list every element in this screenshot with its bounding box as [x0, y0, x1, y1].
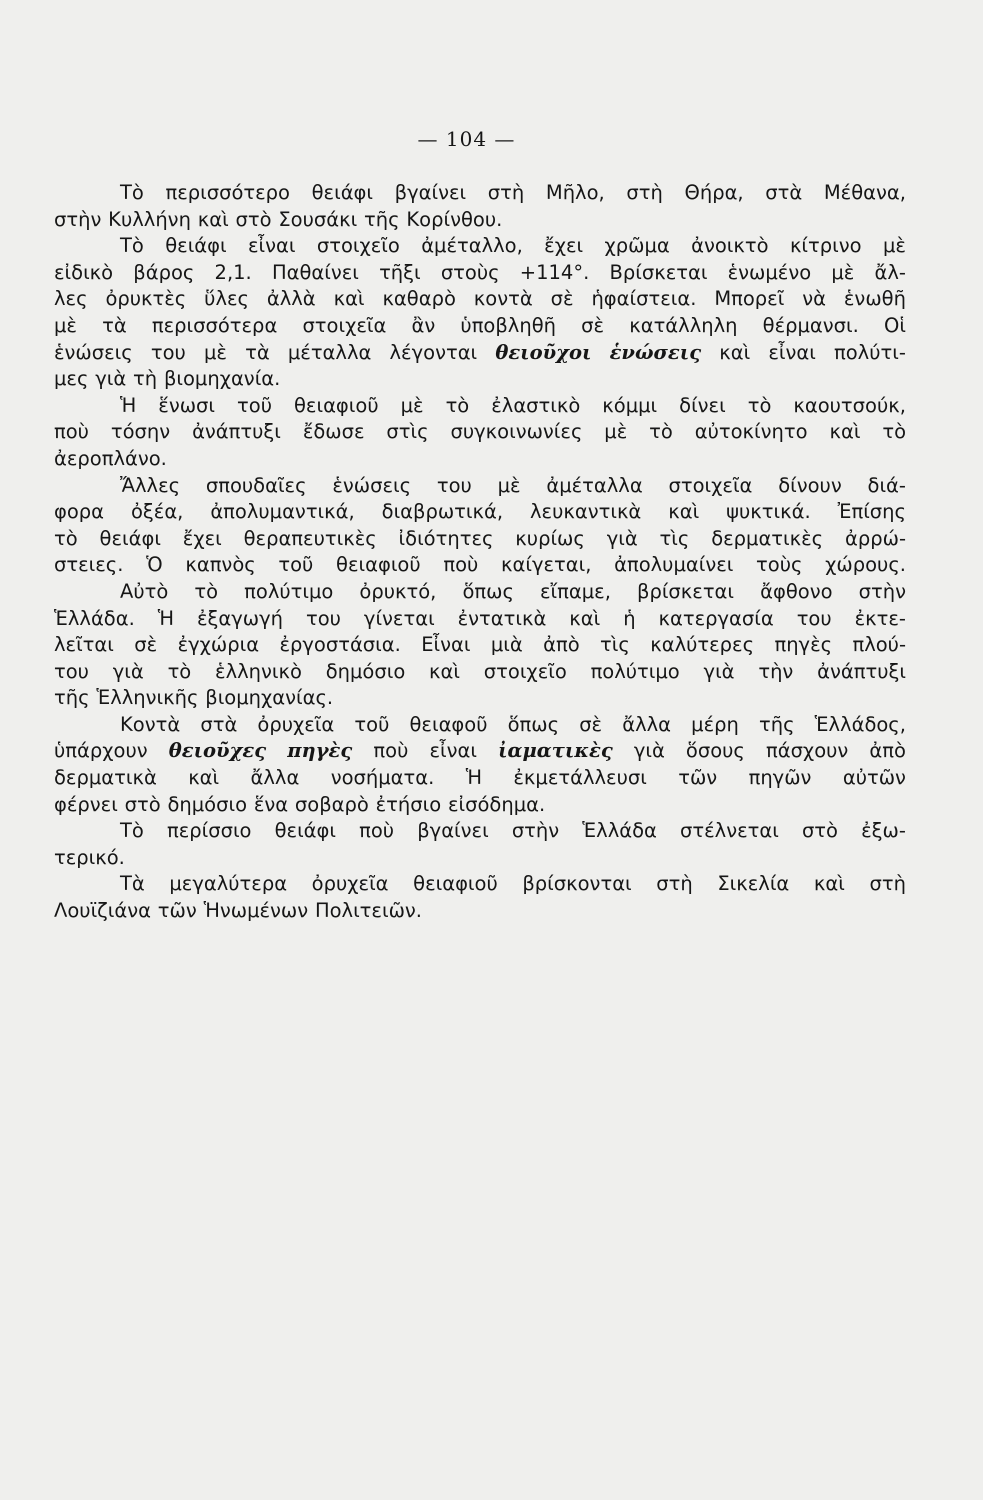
text-line	[54, 845, 906, 872]
page-number: — 104 —	[417, 127, 516, 151]
word: ὀρυχεῖα	[257, 712, 335, 736]
text-line	[54, 233, 906, 260]
word: πηγὲς	[774, 633, 833, 657]
word: Κορίνθου.	[406, 207, 503, 231]
word: τὰ	[102, 313, 127, 337]
word: ὅπως	[507, 712, 560, 736]
word: τὰ	[245, 340, 270, 364]
text-line	[54, 419, 906, 446]
word: θέρμανσι.	[762, 313, 859, 337]
word: περίσσιο	[166, 819, 252, 843]
word: μέταλλα	[287, 340, 372, 364]
word: τοῦ	[354, 712, 390, 736]
text-line	[54, 207, 906, 234]
emphasized-word: ἑνώσεις	[609, 340, 702, 364]
text-line	[54, 473, 906, 500]
emphasized-word: ἰαματικὲς	[498, 739, 613, 763]
word: +114°.	[519, 260, 590, 284]
word: σοβαρὸ	[294, 792, 369, 816]
word: τὸ	[882, 420, 906, 444]
word: αὐτῶν	[842, 766, 906, 790]
word: ἀνάπτυξι	[817, 659, 906, 683]
word: ἰδιότητες	[398, 526, 494, 550]
word: μὲ	[204, 340, 227, 364]
word: πολύτιμο	[244, 579, 334, 603]
word: πηγῶν	[748, 766, 812, 790]
word: θειαφιοῦ	[336, 553, 421, 577]
word: θειάφι	[99, 526, 161, 550]
word: διά-	[867, 473, 906, 497]
word: στειες.	[54, 553, 124, 577]
word: κίτρινο	[789, 234, 862, 258]
word: σὲ	[579, 712, 603, 736]
text-line	[54, 579, 906, 606]
word: τὸ	[445, 393, 470, 417]
word: θεραπευτικὲς	[243, 526, 377, 550]
word: Τὸ	[120, 181, 144, 204]
word: τὶς	[659, 526, 690, 550]
word: καὶ	[429, 659, 460, 683]
word: καλύτερες	[650, 633, 755, 657]
word: στοιχεῖο	[316, 234, 400, 258]
word: ἐντατικὰ	[457, 606, 547, 630]
word: ἑνώσεις	[54, 340, 133, 364]
word: βγαίνει	[417, 819, 489, 843]
word: καθαρὸ	[382, 287, 456, 311]
word: μὲ	[497, 473, 521, 497]
word: πολύτιμο	[590, 659, 680, 683]
word: στὴ	[626, 181, 663, 204]
word: γιὰ	[112, 659, 144, 683]
word: στοιχεῖο	[483, 659, 567, 683]
word: Εἶναι	[421, 633, 471, 657]
word: ἔχει	[182, 526, 222, 550]
word: φορα	[54, 500, 105, 524]
word: Ἐπίσης	[837, 500, 906, 524]
word: καὶ	[569, 606, 601, 630]
word: μὲ	[831, 260, 855, 284]
word: στὴν	[511, 819, 560, 843]
word: του	[305, 606, 341, 630]
word: καὶ	[668, 500, 700, 524]
word: Κυλλήνη	[108, 207, 191, 231]
word: ἄφθονο	[760, 579, 833, 603]
word: ἡφαίστεια.	[591, 287, 697, 311]
word: ὀρυκτὲς	[105, 287, 187, 311]
word: γιὰ	[95, 367, 127, 391]
word: τῆς	[54, 686, 90, 710]
word: εἰσόδημα.	[447, 792, 546, 816]
text-line	[54, 765, 906, 792]
word: Ἡ	[157, 606, 175, 630]
word: ἐργοστάσια.	[279, 633, 401, 657]
word: δημόσιο	[167, 792, 247, 816]
word: ἀρρώ-	[845, 526, 906, 550]
word: κυρίως	[515, 526, 585, 550]
word: γιὰ	[606, 526, 638, 550]
word: στὴ	[869, 872, 906, 896]
word: Ἄλλες	[120, 473, 181, 497]
word: ἀμέταλλο,	[421, 234, 523, 258]
text-line	[54, 871, 906, 898]
word: τὸ	[194, 579, 219, 603]
word: θειαφοῦ	[409, 712, 488, 736]
text-line	[54, 712, 906, 739]
word: γιὰ	[703, 659, 735, 683]
word: Ὁ	[146, 553, 163, 577]
word: ἐκτε-	[854, 606, 906, 630]
word: μιὰ	[490, 633, 523, 657]
word: βρίσκεται	[637, 579, 735, 603]
word: δερματικὲς	[711, 526, 824, 550]
word: Ἑλλάδα.	[54, 606, 135, 630]
word: στὴ	[656, 872, 693, 896]
word: ψυκτικά.	[726, 500, 811, 524]
word: ἀεροπλάνο.	[54, 446, 167, 470]
word: ἡ	[623, 606, 636, 630]
text-line	[54, 552, 906, 579]
word: στοιχεῖα	[668, 473, 753, 497]
word: βιομηχανίας.	[205, 686, 334, 710]
word: ὀρυχεῖα	[311, 872, 389, 896]
word: τῆξι	[379, 260, 421, 284]
word: στὶς	[386, 420, 429, 444]
word: ἐξω-	[861, 819, 906, 843]
word: ποὺ	[54, 420, 89, 444]
text-line	[54, 340, 906, 367]
emphasized-word: πηγὲς	[287, 739, 353, 763]
word: δίνει	[679, 393, 726, 417]
word: Ἑλλάδος,	[814, 712, 906, 736]
word: σπουδαῖες	[205, 473, 307, 497]
text-line	[54, 286, 906, 313]
word: στέλνεται	[680, 819, 779, 843]
word: βγαίνει	[394, 181, 467, 204]
word: στὸ	[124, 792, 161, 816]
word: Τὰ	[120, 872, 145, 896]
word: μέρη	[691, 712, 739, 736]
word: ἐτήσιο	[375, 792, 442, 816]
word: καίγεται,	[501, 553, 592, 577]
word: ἑνωθῆ	[843, 287, 906, 311]
word: σὲ	[550, 287, 574, 311]
word: εἴπαμε,	[540, 579, 611, 603]
word: στὰ	[200, 712, 238, 736]
word: καὶ	[188, 766, 220, 790]
word: Μπορεῖ	[714, 287, 785, 311]
word: μὲ	[604, 420, 628, 444]
word: τῆς	[758, 712, 795, 736]
word: τῆς	[364, 207, 400, 231]
word: στὴν	[54, 207, 102, 231]
word: κατεργασία	[658, 606, 774, 630]
text-line	[54, 606, 906, 633]
word: ἑνωμένο	[727, 260, 812, 284]
word: κόμμι	[602, 393, 658, 417]
word: χρῶμα	[604, 234, 670, 258]
word: ὑποβληθῆ	[460, 313, 556, 337]
word: ἐξαγωγή	[196, 606, 284, 630]
word: ὑπάρχουν	[54, 739, 148, 763]
word: Παθαίνει	[271, 260, 359, 284]
word: στὸ	[235, 207, 272, 231]
word: ὅσους	[685, 739, 745, 763]
word: του	[54, 659, 89, 683]
text-line	[54, 738, 906, 765]
word: φέρνει	[54, 792, 118, 816]
word: καὶ	[719, 340, 751, 364]
word: ἔχει	[544, 234, 584, 258]
word: καὶ	[197, 207, 229, 231]
word: τόσην	[110, 420, 171, 444]
word: Λουϊζιάνα	[54, 899, 151, 923]
word: στοὺς	[440, 260, 500, 284]
word: τοῦ	[278, 553, 314, 577]
word: συγκοινωνίες	[450, 420, 583, 444]
word: ἀπολυμαίνει	[614, 553, 734, 577]
word: Ἡ	[120, 393, 137, 417]
word: του	[436, 473, 472, 497]
word: μες	[54, 367, 89, 391]
word: πολύτι-	[833, 340, 906, 364]
word: θειαφιοῦ	[294, 393, 379, 417]
word: θειάφι	[274, 819, 336, 843]
text-line	[54, 260, 906, 287]
word: Κοντὰ	[120, 712, 181, 736]
word: θειάφι	[311, 181, 374, 204]
word: καουτσούκ,	[793, 393, 906, 417]
word: ἐκμετάλλευσι	[513, 766, 647, 790]
word: ἕνα	[253, 792, 289, 816]
text-line	[54, 526, 906, 553]
word: καὶ	[813, 872, 845, 896]
word: περισσότερα	[151, 313, 278, 337]
word: Σικελία	[717, 872, 790, 896]
word: ἀπὸ	[869, 739, 906, 763]
word: Αὐτὸ	[120, 579, 169, 603]
word: διαβρωτικά,	[381, 500, 504, 524]
word: στὴν	[858, 579, 906, 603]
word: τῶν	[678, 766, 718, 790]
word: δίνουν	[778, 473, 842, 497]
word: Μέθανα,	[823, 181, 906, 204]
word: εἶναι	[247, 234, 296, 258]
word: κατάλληλη	[629, 313, 738, 337]
word: ποὺ	[359, 819, 395, 843]
word: 2,1.	[214, 260, 252, 284]
word: μὲ	[54, 313, 77, 337]
word: μεγαλύτερα	[169, 872, 288, 896]
word: καὶ	[829, 420, 861, 444]
word: ὀξέα,	[130, 500, 184, 524]
word: τερικό.	[54, 845, 125, 869]
word: Ἑλλάδα	[582, 819, 657, 843]
word: ἑλληνικὸ	[215, 659, 302, 683]
word: Ἡ	[465, 766, 482, 790]
text-line	[54, 818, 906, 845]
word: αὐτοκίνητο	[694, 420, 808, 444]
word: περισσότερο	[165, 181, 290, 204]
text-line	[54, 685, 906, 712]
word: βάρος	[133, 260, 195, 284]
word: νοσήματα.	[330, 766, 435, 790]
word: ἕνωσι	[158, 393, 216, 417]
word: τὸ	[649, 420, 673, 444]
word: Ἡνωμένων	[203, 899, 309, 923]
text-line	[54, 180, 906, 207]
word: τὶς	[600, 633, 630, 657]
word: του	[796, 606, 832, 630]
word: εἰδικὸ	[54, 260, 114, 284]
text-line	[54, 632, 906, 659]
word: Τὸ	[120, 234, 144, 258]
word: ἄλλα	[622, 712, 672, 736]
word: ποὺ	[373, 739, 409, 763]
emphasized-word: θειοῦχες	[168, 739, 267, 763]
text-line	[54, 313, 906, 340]
word: στὸ	[801, 819, 838, 843]
word: στὴ	[487, 181, 525, 204]
word: λευκαντικὰ	[530, 500, 642, 524]
word: ἂν	[411, 313, 436, 337]
word: νὰ	[802, 287, 826, 311]
word: θειάφι	[165, 234, 227, 258]
word: ὅπως	[462, 579, 514, 603]
word: Μῆλο,	[545, 181, 605, 204]
word: ἀνάπτυξι	[192, 420, 281, 444]
word: τοῦ	[237, 393, 272, 417]
emphasized-word: θειοῦχοι	[495, 340, 592, 364]
word: δημόσιο	[325, 659, 406, 683]
word: Οἱ	[883, 313, 906, 337]
word: εἶναι	[429, 739, 477, 763]
word: βρίσκονται	[522, 872, 632, 896]
word: ἄλ-	[874, 260, 906, 284]
word: ἐγχώρια	[177, 633, 260, 657]
word: γίνεται	[363, 606, 435, 630]
word: χώρους.	[825, 553, 906, 577]
text-line	[54, 659, 906, 686]
word: εἶναι	[768, 340, 816, 364]
word: τὸ	[167, 659, 192, 683]
word: ἔδωσε	[302, 420, 365, 444]
word: Θήρα,	[684, 181, 744, 204]
word: βιομηχανία.	[163, 367, 281, 391]
word: ἀλλὰ	[266, 287, 316, 311]
word: τὸ	[54, 526, 78, 550]
word: Πολιτειῶν.	[314, 899, 422, 923]
word: στοιχεῖα	[302, 313, 387, 337]
word: τοὺς	[756, 553, 803, 577]
word: ἀπὸ	[543, 633, 580, 657]
word: θειαφιοῦ	[413, 872, 498, 896]
word: καὶ	[333, 287, 365, 311]
word: πάσχουν	[765, 739, 849, 763]
word: λες	[54, 287, 88, 311]
word: Ἑλληνικῆς	[96, 686, 199, 710]
word: τὴν	[758, 659, 794, 683]
word: ὕλες	[204, 287, 249, 311]
word: λέγονται	[389, 340, 478, 364]
word: Τὸ	[120, 819, 144, 843]
word: ἑνώσεις	[332, 473, 412, 497]
word: λεῖται	[54, 633, 114, 657]
text-line	[54, 446, 906, 473]
text-line	[54, 393, 906, 420]
word: ὀρυκτό,	[359, 579, 437, 603]
word: Βρίσκεται	[609, 260, 708, 284]
text-line	[54, 366, 906, 393]
word: ἀνοικτὸ	[691, 234, 769, 258]
word: πλού-	[852, 633, 906, 657]
word: γιὰ	[633, 739, 665, 763]
word: ἀμέταλλα	[546, 473, 643, 497]
word: στὰ	[765, 181, 803, 204]
word: μὲ	[400, 393, 424, 417]
text-line	[54, 499, 906, 526]
word: κοντὰ	[473, 287, 533, 311]
text-line	[54, 792, 906, 819]
word: ἄλλα	[250, 766, 300, 790]
word: του	[150, 340, 186, 364]
word: μὲ	[882, 234, 906, 258]
word: τὸ	[747, 393, 772, 417]
word: ἀπολυμαντικά,	[210, 500, 355, 524]
word: δερματικὰ	[54, 766, 157, 790]
body-text	[54, 180, 906, 925]
text-line	[54, 898, 906, 925]
word: Σουσάκι	[278, 207, 358, 231]
word: σὲ	[581, 313, 605, 337]
word: σὲ	[134, 633, 158, 657]
word: καπνὸς	[185, 553, 256, 577]
word: ποὺ	[443, 553, 479, 577]
word: τὴ	[133, 367, 158, 391]
word: ἐλαστικὸ	[491, 393, 581, 417]
word: τῶν	[157, 899, 197, 923]
